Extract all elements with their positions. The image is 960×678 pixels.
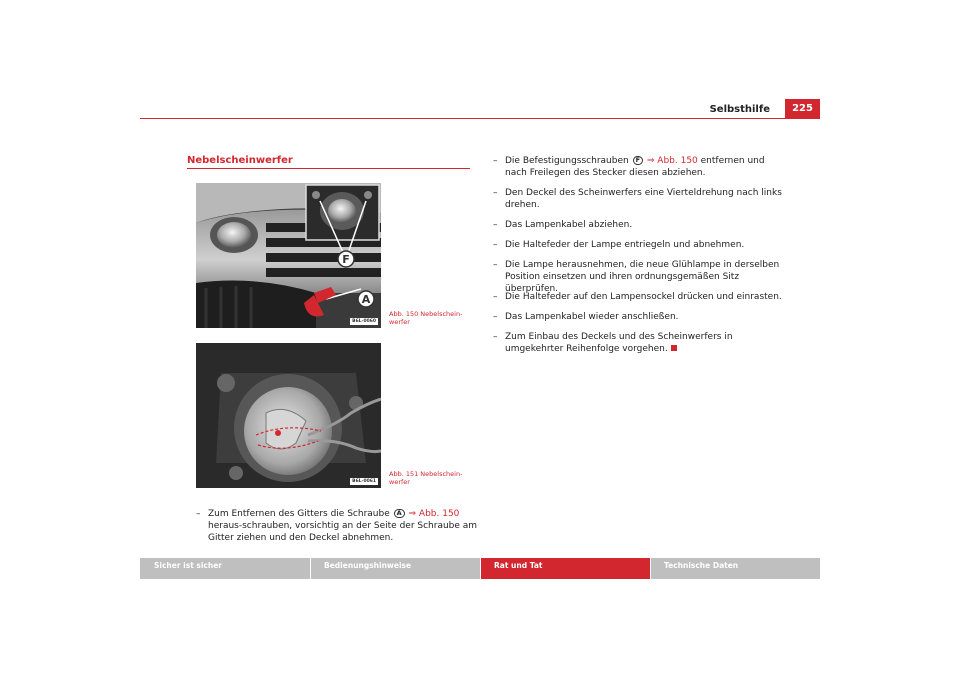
figure-code: B6L-0060	[352, 319, 376, 324]
footer-tab-bedienungshinweise[interactable]: Bedienungshinweise	[310, 558, 480, 579]
list-item: – Die Lampe herausnehmen, die neue Glühlampe in derselben Position einsetzen und ihren ordnungsgemäßen Sitz überprüfen.	[493, 260, 780, 294]
list-item: – Zum Einbau des Deckels und des Scheinwerfers in umgekehrter Reihenfolge vorgehen.	[493, 332, 733, 354]
figure-reference-link[interactable]: ⇒ Abb. 150	[646, 156, 698, 166]
header-rule	[140, 118, 820, 119]
figure-150-caption: Abb. 150 Nebelschein-werfer	[389, 310, 463, 326]
list-item: – Den Deckel des Scheinwerfers eine Vierteldrehung nach links drehen.	[493, 188, 782, 210]
list-item: – Zum Entfernen des Gitters die Schraube A ⇒ Abb. 150 heraus-schrauben, vorsichtig an der Seite der Schraube am Gitter ziehen und den Deckel abnehmen.	[196, 509, 478, 543]
list-item: – Die Befestigungsschrauben F ⇒ Abb. 150 entfernen und nach Freilegen des Stecker diesen abziehen.	[493, 156, 765, 178]
figure-151-fog-lamp-rear	[196, 343, 381, 488]
footer-tab-rat-und-tat[interactable]: Rat und Tat	[480, 558, 650, 579]
footer-divider	[650, 558, 651, 579]
badge-f: F	[633, 156, 643, 165]
running-header-title: Selbsthilfe	[709, 104, 770, 115]
section-heading: Nebelscheinwerfer	[187, 155, 293, 166]
end-of-section-marker-icon	[671, 345, 677, 351]
figure-code: B6L-0061	[352, 479, 376, 484]
badge-a: A	[394, 509, 405, 518]
fog-lamp-rear-illustration	[196, 343, 381, 488]
figure-150-fog-lamp-bumper	[196, 183, 381, 328]
list-item: – Das Lampenkabel abziehen.	[493, 220, 633, 230]
section-rule	[187, 168, 470, 169]
list-item: – Die Haltefeder auf den Lampensockel drücken und einrasten.	[493, 292, 782, 302]
figure-reference-link[interactable]: ⇒ Abb. 150	[408, 509, 460, 519]
page-number: 225	[785, 99, 820, 118]
fog-lamp-bumper-illustration	[196, 183, 381, 328]
list-item: – Das Lampenkabel wieder anschließen.	[493, 312, 679, 322]
footer-tab-sicher-ist-sicher[interactable]: Sicher ist sicher	[140, 558, 310, 579]
footer-divider	[480, 558, 481, 579]
footer-divider	[310, 558, 311, 579]
footer-tab-technische-daten[interactable]: Technische Daten	[650, 558, 820, 579]
callout-f: F	[342, 253, 350, 266]
figure-151-caption: Abb. 151 Nebelschein-werfer	[389, 470, 463, 486]
list-item: – Die Haltefeder der Lampe entriegeln und abnehmen.	[493, 240, 745, 250]
callout-a: A	[361, 293, 371, 306]
